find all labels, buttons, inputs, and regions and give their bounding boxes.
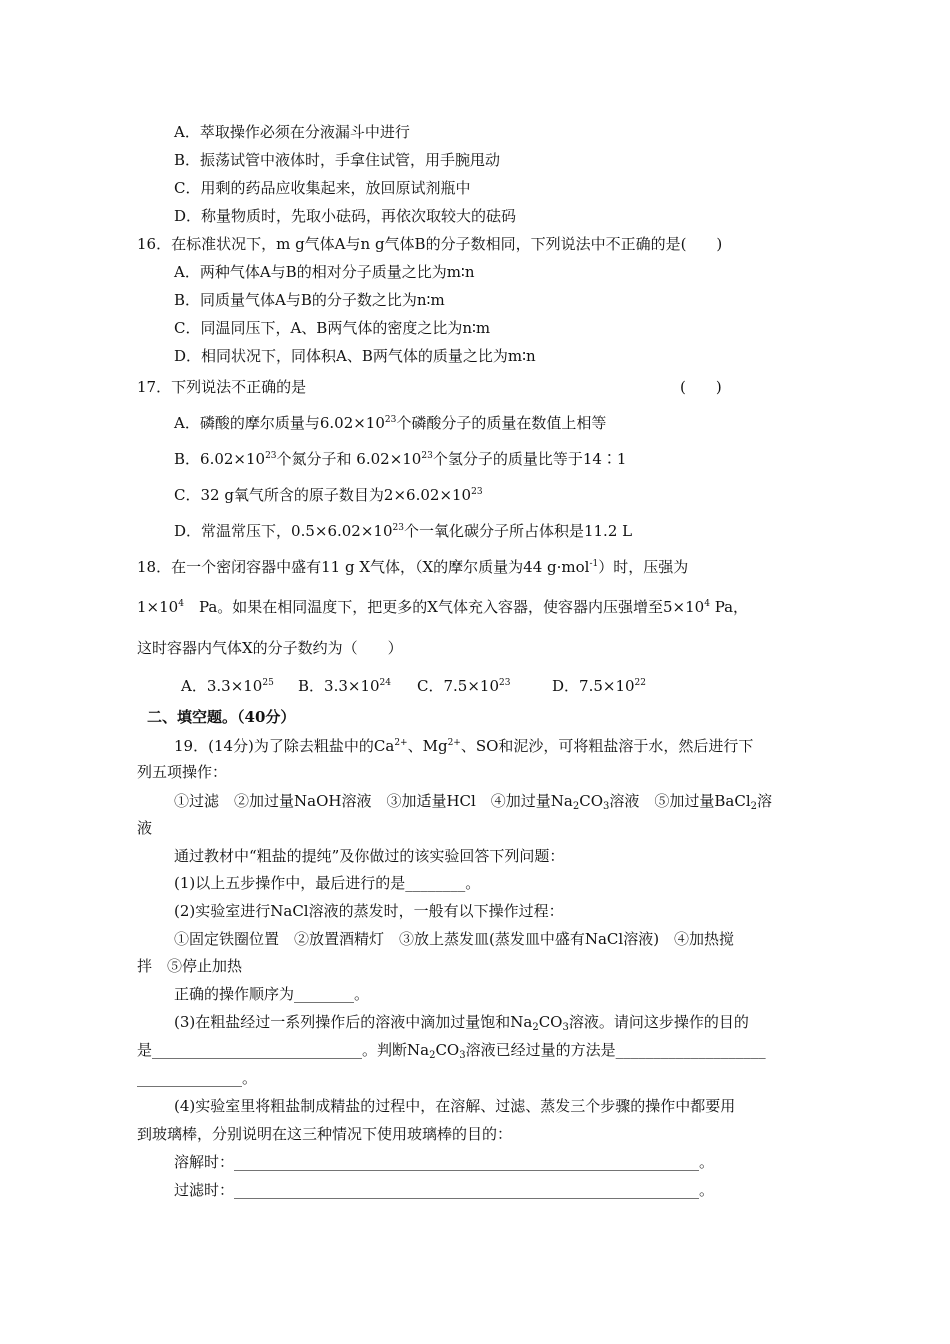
q19-l12-mid: CO [435,1041,460,1059]
q19-sub-3 [174,1012,749,1032]
q18-opt-a-pre: A．3.3×10 [181,677,263,695]
q17-c-pre: C．32 g氧气所含的原子数目为2×6.02×10 [174,486,472,504]
q19-l3-sub1: 2 [572,801,580,812]
q19-sub-3-blank-cont: ______________。 [137,1069,258,1087]
q17-option-b [174,449,626,469]
q18-option-d [552,676,646,696]
q19-filter-blank: 过滤时：______________________________________________________________。 [174,1181,715,1199]
q19-sub-4-cont: 到玻璃棒，分别说明在这三种情况下使用玻璃棒的目的： [137,1125,513,1143]
q19-l12-post: 溶液已经过量的方法是____________________ [465,1041,766,1059]
q19-l12-sub1: 2 [429,1050,436,1061]
q18-opt-c-exp: 23 [499,678,511,688]
q17-c-exp: 23 [471,487,483,497]
q19-l1-mid: 、Mg [407,737,448,755]
q17-answer-bracket: ( ) [680,378,722,396]
q19-dissolve-blank: 溶解时：______________________________________________________________。 [174,1153,715,1171]
q15-option-b: B．振荡试管中液体时，手拿住试管，用手腕甩动 [174,151,501,169]
q19-sub-2-steps-cont: 拌 ⑤停止加热 [137,957,243,975]
q19-sub-2-answer: 正确的操作顺序为________。 [174,985,370,1003]
q16-stem: 16．在标准状况下，m g气体A与n g气体B的分子数相同，下列说法中不正确的是( ) [137,235,723,253]
q18-l2-exp1: 4 [178,599,184,609]
q17-a-pre: A．磷酸的摩尔质量与6.02×10 [174,414,385,432]
q17-a-post: 个磷酸分子的质量在数值上相等 [396,414,607,432]
q18-opt-d-pre: D．7.5×10 [552,677,635,695]
q18-option-b [298,676,391,696]
q18-l1-exp: -1 [589,559,599,569]
section-2-title: 二、填空题。（40分） [147,708,296,726]
q19-operations [174,791,772,811]
q19-l11-mid: CO [538,1013,563,1031]
q19-l11-sub1: 2 [532,1022,539,1033]
q18-opt-b-exp: 24 [379,678,391,688]
q19-intro: 通过教材中“粗盐的提纯”及你做过的该实验回答下列问题： [174,847,565,865]
q19-l3-sub3: 2 [750,801,758,812]
q19-sub-2: (2)实验室进行NaCl溶液的蒸发时，一般有以下操作过程： [174,902,564,920]
q17-d-pre: D．常温常压下，0.5×6.02×10 [174,522,393,540]
q19-l12-sub2: 3 [459,1050,466,1061]
q18-l2-mid: Pa。如果在相同温度下，把更多的X气体充入容器，使容器内压强增至5×10 [183,598,705,616]
q15-option-d: D．称量物质时，先取小砝码，再依次取较大的砝码 [174,207,517,225]
q19-l3-mid1: CO [579,792,604,810]
q18-line-1 [137,557,688,577]
q18-opt-a-exp: 25 [262,678,274,688]
q18-l2-exp2: 4 [704,599,710,609]
q18-option-c [417,676,510,696]
q18-line-3: 这时容器内气体X的分子数约为（ ） [137,639,403,657]
q19-l3-sub2: 3 [603,801,610,812]
q19-l1-pre: 19．(14分)为了除去粗盐中的Ca [174,737,395,755]
q17-option-d [174,521,632,541]
q17-option-c [174,485,483,505]
q16-option-d: D．相同状况下，同体积A、B两气体的质量之比为m∶n [174,347,536,365]
q19-sub-4: (4)实验室里将粗盐制成精盐的过程中，在溶解、过滤、蒸发三个步骤的操作中都要用 [174,1097,736,1115]
q19-sub-1: (1)以上五步操作中，最后进行的是________。 [174,874,481,892]
q15-option-a: A．萃取操作必须在分液漏斗中进行 [174,123,410,141]
q19-l1-exp2: 2+ [447,738,461,748]
q19-sub-2-steps: ①固定铁圈位置 ②放置酒精灯 ③放上蒸发皿(蒸发皿中盛有NaCl溶液) ④加热搅 [174,930,735,948]
q15-option-c: C．用剩的药品应收集起来，放回原试剂瓶中 [174,179,471,197]
q18-line-2 [137,597,748,617]
q19-sub-3-blank [137,1040,766,1060]
q17-b-exp1: 23 [265,451,277,461]
q19-l3-mid2: 溶液 ⑤加过量BaCl [609,792,751,810]
q17-b-exp2: 23 [421,451,433,461]
q19-line-1 [174,736,753,756]
q18-l2-post: Pa， [709,598,749,616]
q18-l2-pre: 1×10 [137,598,179,616]
q19-l3-post: 溶 [757,792,773,810]
q19-l1-exp1: 2+ [394,738,408,748]
q19-l11-post: 溶液。请问这步操作的目的 [568,1013,749,1031]
q18-l1-pre: 18．在一个密闭容器中盛有11 g X气体，（X的摩尔质量为44 g·mol [137,558,590,576]
q17-b-pre: B．6.02×10 [174,450,266,468]
q19-l11-pre: (3)在粗盐经过一系列操作后的溶液中滴加过量饱和Na [174,1013,533,1031]
q19-operations-cont: 液 [137,819,153,837]
q18-opt-b-pre: B．3.3×10 [298,677,380,695]
q17-b-mid: 个氮分子和 6.02×10 [276,450,422,468]
q16-option-b: B．同质量气体A与B的分子数之比为n∶m [174,291,445,309]
q18-option-a [181,676,274,696]
q19-l3-pre: ①过滤 ②加过量NaOH溶液 ③加适量HCl ④加过量Na [174,792,573,810]
q17-b-post: 个氢分子的质量比等于14∶1 [432,450,627,468]
q17-d-post: 个一氧化碳分子所占体积是11.2 L [403,522,633,540]
q18-opt-c-pre: C．7.5×10 [417,677,499,695]
q19-l12-pre: 是____________________________。判断Na [137,1041,430,1059]
q17-option-a [174,413,606,433]
q16-option-a: A．两种气体A与B的相对分子质量之比为m∶n [174,263,475,281]
q19-line-2: 列五项操作： [137,763,228,781]
q18-l1-post: ）时，压强为 [598,558,689,576]
q17-a-exp: 23 [384,415,397,425]
q16-option-c: C．同温同压下，A、B两气体的密度之比为n∶m [174,319,491,337]
q19-l11-sub2: 3 [562,1022,569,1033]
q19-l1-post: 、SO和泥沙，可将粗盐溶于水，然后进行下 [460,737,754,755]
q17-stem: 17．下列说法不正确的是 [137,378,307,396]
q18-opt-d-exp: 22 [634,678,646,688]
q17-d-exp: 23 [392,523,404,533]
